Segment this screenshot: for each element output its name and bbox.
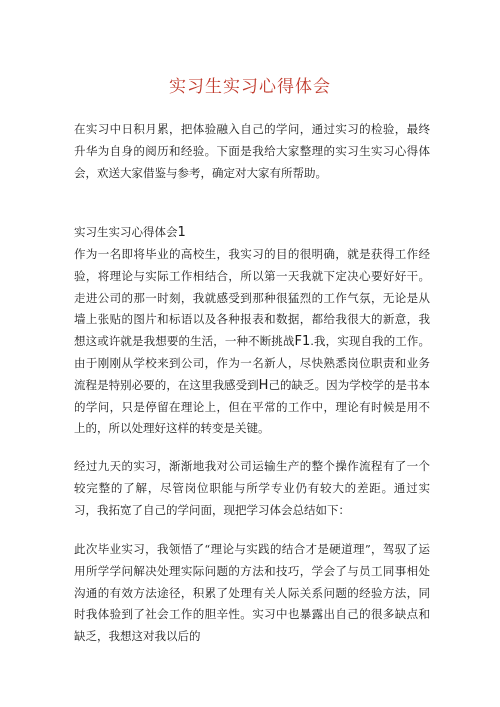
body-paragraph-1-latin-1: F1: [294, 334, 311, 350]
document-title: 实习生实习心得体会: [169, 77, 331, 97]
body-paragraph-1-part-1: 作为一名即将毕业的高校生，我实习的目的很明确，就是获得工作经验，将理论与实际工作相结合，所以第一天我就下定决心要好好干。走进公司的那一时刻，我就感受到那种很猛烈的工作气氛，无论是从墙上张贴的图片和标语以及各种报表和数据，都给我很大的新意，我想这或许就是我想要的生活，一种不断挑战: [74, 247, 430, 349]
intro-paragraph: 在实习中日积月累，把体验融入自己的学问，通过实习的检验，最终升华为自身的阅历和经验。下面是我给大家整理的实习生实习心得体会，欢送大家借鉴与参考，确定对大家有所帮助。: [74, 122, 430, 180]
section-heading-text: 实习生实习心得体会: [74, 225, 178, 239]
section-heading-number: 1: [177, 225, 186, 240]
body-paragraph-1-part-2: .我，实现自我的工作。由于刚刚从学校来到公司，作为一名新人，尽快熟悉岗位职责和业务流程是特别必要的，在这里我感受到: [74, 334, 431, 392]
body-paragraph-1: [74, 244, 430, 440]
body-paragraph-1-part-3: 己的缺乏。因为学校学的是书本的学问，只是停留在理论上，但在平常的工作中，理论有时候是用不上的，所以处理好这样的转变是关键。: [74, 377, 431, 436]
section-heading: [74, 222, 186, 243]
body-paragraph-2: 经过九天的实习，渐渐地我对公司运输生产的整个操作流程有了一个较完整的了解，尽管岗位职能与所学专业仍有较大的差距。通过实习，我拓宽了自己的学问面，现把学习体会总结如下：: [74, 459, 430, 517]
body-paragraph-1-latin-2: H: [258, 377, 269, 393]
body-paragraph-3: 此次毕业实习，我领悟了“理论与实践的结合才是硬道理”，驾驭了运用所学学问解决处理实际问题的方法和技巧，学会了与员工同事相处沟通的有效方法途径，积累了处理有关人际关系问题的经验方法，同时我体验到了社会工作的胆辛性。实习中也暴露出自己的很多缺点和缺乏，我想这对我以后的: [74, 542, 430, 644]
